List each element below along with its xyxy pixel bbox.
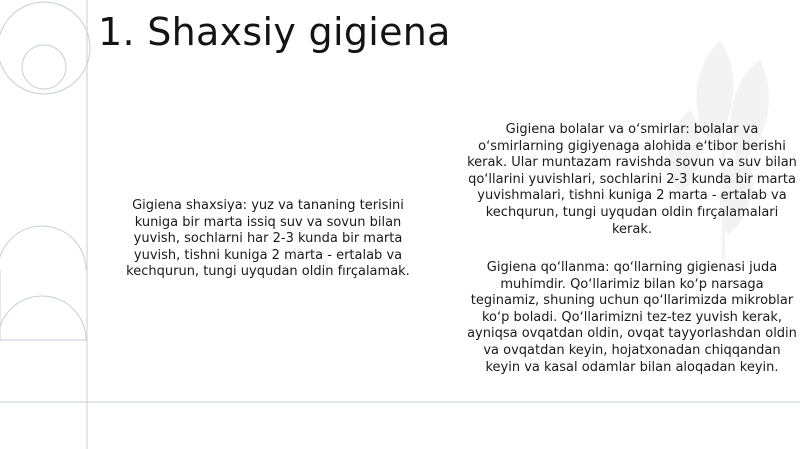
upper-arch	[0, 226, 86, 270]
slide-title: 1. Shaxsiy gigiena	[98, 10, 451, 54]
top-small-circle	[22, 45, 66, 89]
right-text-block-bottom: Gigiena qoʻllanma: qoʻllarning gigienasi juda muhimdir. Qoʻllarimiz bilan koʻp narsaga teginamiz, shuning uchun qoʻllarimizda mikroblar koʻp boladi. Qoʻllarimizni tez-tez yuvish kerak, ayniqsa ovqatdan oldin, ovqat tayyorlashdan oldin va ovqatdan keyin, hojatxonadan chiqqandan keyin va kasal odamlar bilan aloqadan keyin.	[467, 260, 797, 375]
right-text-block-top: Gigiena bolalar va oʻsmirlar: bolalar va oʻsmirlarning gigiyenaga alohida eʻtibor berishi kerak. Ular muntazam ravishda sovun va suv bilan qoʻllarini yuvishlari, sochlarini 2-3 kunda bir marta yuvishmalari, tishni kuniga 2 marta - ertalab va kechqurun, tungi uyqudan oldin fırçalamalari kerak.	[467, 122, 797, 237]
top-large-circle	[0, 2, 90, 94]
lower-arch	[0, 296, 86, 340]
left-text-block: Gigiena shaxsiya: yuz va tananing terisini kuniga bir marta issiq suv va sovun bilan yuvish, sochlarni har 2-3 kunda bir marta yuvish, tishni kuniga 2 marta - ertalab va kechqurun, tungi uyqudan oldin fırçalamak.	[126, 198, 410, 280]
